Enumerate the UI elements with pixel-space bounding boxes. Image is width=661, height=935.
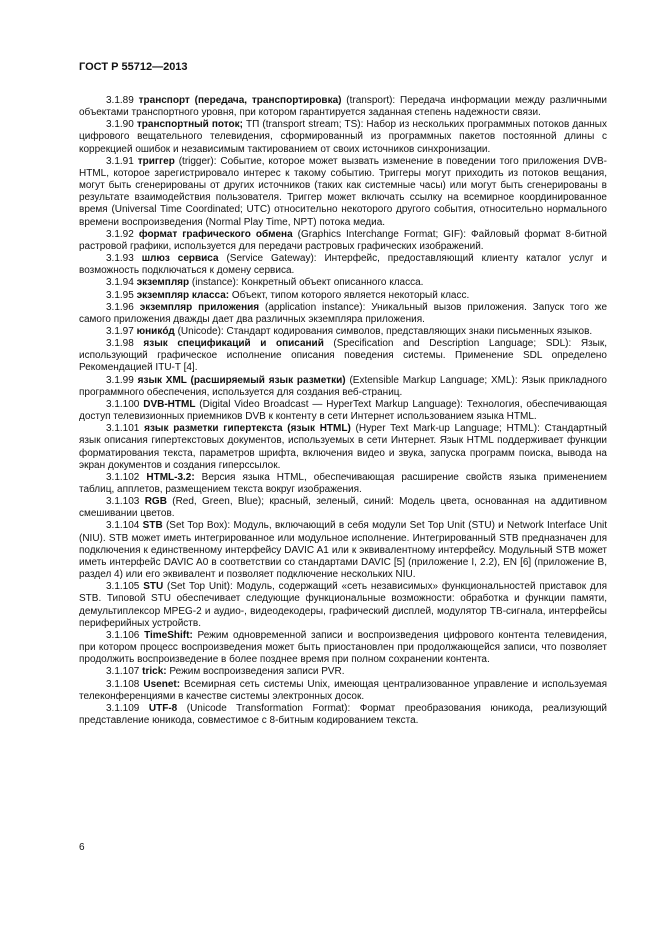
entry-text: (Red, Green, Blue); красный, зеленый, синий: Модель цвета, основанная на аддитивном смешивании цветов. xyxy=(79,496,608,520)
entry-text: (Set Top Box): Модуль, включающий в себя модули Set Top Unit (STU) и Network Interface Unit (NIU). STB может иметь интегрированное или модульное исполнение. Интегрированный STB предназначен для подключения к единственному интерфейсу DAVIC A1 или к эквивалентному интерфейсу. Модульный STB может иметь интерфейс DAVIC A0 в соответствии со стандартами DAVIC [5] (приложение I, 2.2), EN [6] (приложение B, раздел 4) или его эквивалент и позволяет подключение нескольких NIU. xyxy=(79,520,608,581)
entry-text: ТП (transport stream; TS): Набор из нескольких программных потоков данных цифрового вещательного телевидения, сформированный из программных пакетов постоянной длины с коррекцией ошибок и независимым тактированием от своих источников синхронизации. xyxy=(79,119,607,155)
definition-entry xyxy=(79,338,607,374)
entry-number: 3.1.107 xyxy=(106,666,140,678)
page-header-standard: ГОСТ Р 55712—2013 xyxy=(79,61,188,73)
entry-number: 3.1.92 xyxy=(106,228,134,240)
entry-text: Объект, типом которого является некоторый класс. xyxy=(229,289,470,301)
entry-number: 3.1.93 xyxy=(106,253,134,265)
entry-number: 3.1.103 xyxy=(106,496,140,508)
definition-entry xyxy=(79,472,607,496)
definition-entry xyxy=(79,253,607,277)
entry-term: DVB-HTML xyxy=(143,398,196,410)
entry-text: Версия языка HTML, обеспечивающая расширение свойств языка применением таблиц, апплетов, размещением текста вокруг изображения. xyxy=(79,471,608,495)
entry-term: TimeShift: xyxy=(144,629,193,641)
entry-term: экземпляр xyxy=(136,277,190,289)
entry-text: Всемирная сеть системы Unix, имеющая централизованное управление и используемая телеконференциями в качестве системы электронных досок. xyxy=(79,678,608,702)
entry-text: (Service Gateway): Интерфейс, предоставляющий клиенту каталог услуг и возможность подключаться к домену сервиса. xyxy=(79,253,608,277)
entry-number: 3.1.109 xyxy=(106,702,140,714)
entry-text: (Unicode): Стандарт кодирования символов, представляющих знаки письменных языков. xyxy=(174,325,593,337)
definition-entry xyxy=(79,156,607,229)
entry-number: 3.1.104 xyxy=(106,520,140,532)
entry-text: Режим одновременной записи и воспроизведения цифрового контента телевидения, при котором процесс воспроизведения может быть приостановлен при продолжающейся записи, что позволяет продолжить воспроизведение в более позднее время при полном сохранении контента. xyxy=(79,629,607,666)
entry-text: (Set Top Unit): Модуль, содержащий «сеть независимых» функциональностей приставок для STB. Типовой STU обеспечивает следующие функциональные возможности: обработка и функции памяти, демультиплексор MPEG-2 и аудио-, видеодекодеры, графический дисплей, модулятор ТВ-сигнала, интерфейсы периферийных устройств. xyxy=(79,581,607,629)
entry-term: язык спецификаций и описаний xyxy=(143,338,324,350)
entry-term: RGB xyxy=(144,496,167,508)
entry-term: шлюз сервиса xyxy=(141,253,219,265)
definition-entry xyxy=(79,496,607,520)
entry-number: 3.1.98 xyxy=(106,338,134,350)
definition-entry xyxy=(79,229,607,253)
entry-number: 3.1.90 xyxy=(106,119,134,131)
entry-number: 3.1.101 xyxy=(106,423,140,435)
definition-entry xyxy=(79,630,607,666)
definitions-list xyxy=(79,95,607,727)
entry-term: язык разметки гипертекста (язык HTML) xyxy=(144,423,351,435)
entry-text: (Extensible Markup Language; XML): Язык прикладного программного обеспечения, используется для создания веб-страниц. xyxy=(79,374,607,398)
definition-entry xyxy=(79,290,607,302)
entry-term: HTML-3.2: xyxy=(146,471,195,483)
entry-number: 3.1.94 xyxy=(106,277,134,289)
definition-entry xyxy=(79,277,607,289)
entry-term: STB xyxy=(142,520,163,532)
entry-text: (instance): Конкретный объект описанного класса. xyxy=(189,277,424,289)
entry-text: (Hyper Text Mark-up Language; HTML): Стандартный язык описания гипертекстовых документов, используемых в сети Интернет. Язык HTML поддерживает функции форматирования текста, параметров шрифта, включения видео и звука, запуска программ поиска, вывода на экран документов и создания гиперссылок. xyxy=(79,423,607,471)
entry-term: триггер xyxy=(137,155,175,167)
entry-text: (transport): Передача информации между различными объектами транспортного уровня, при котором гарантируется заданная степень надежности связи. xyxy=(79,95,608,119)
entry-text: (application instance): Уникальный вызов приложения. Запуск того же самого приложения дважды дает два различных экземпляра приложения. xyxy=(79,301,608,325)
definition-entry xyxy=(79,119,607,155)
entry-number: 3.1.99 xyxy=(106,374,134,386)
entry-number: 3.1.95 xyxy=(106,289,134,301)
definition-entry xyxy=(79,703,607,727)
definition-entry xyxy=(79,581,607,630)
entry-text: (Graphics Interchange Format; GIF): Файловый формат 8-битной растровой графики, используется для передачи растровых графических изображений. xyxy=(79,228,608,252)
entry-term: язык XML (расширяемый язык разметки) xyxy=(137,374,346,386)
entry-term: STU xyxy=(143,581,164,593)
entry-term: Usenet: xyxy=(143,678,181,690)
entry-text: (Specification and Description Language; SDL): Язык, использующий графическое исполнение описания поведения системы. Применение SDL определено Рекомендацией ITU-T [4]. xyxy=(79,338,608,374)
entry-number: 3.1.96 xyxy=(106,301,134,313)
entry-term: транспорт (передача, транспортировка) xyxy=(138,95,342,106)
definition-entry xyxy=(79,520,607,581)
definition-entry xyxy=(79,666,607,678)
entry-number: 3.1.106 xyxy=(106,629,140,641)
entry-text: (trigger): Событие, которое может вызвать изменение в поведении того приложения DVB-HTML, которое зарегистрировало интерес к такому событию. Триггеры могут приходить из потоков вещания, могут быть сгенерированы от других источников (таких как системные часы) или могут быть сгенерированы в результате взаимодействия пользователя. Триггер может включать ссылку на всемирное координированное время (Universal Time Coordinated; UTC) относительно некоторого другого события, относительно нормального времени воспроизведения (Normal Play Time, NPT) потока медиа. xyxy=(79,155,608,228)
definition-entry xyxy=(79,375,607,399)
definition-entry xyxy=(79,679,607,703)
entry-number: 3.1.91 xyxy=(106,155,134,167)
entry-text: (Unicode Transformation Format): Формат преобразования юникода, реализующий представление юникода, совместимое с 8-битным кодированием текста. xyxy=(79,702,608,726)
entry-number: 3.1.89 xyxy=(106,95,134,106)
entry-text: (Digital Video Broadcast — HyperText Markup Language): Технология, обеспечивающая доступ телевизионных приемников DVB к контенту в сети Интернет использованием языка HTML. xyxy=(79,398,607,423)
definition-entry xyxy=(79,326,607,338)
definition-entry xyxy=(79,423,607,472)
entry-number: 3.1.97 xyxy=(106,325,134,337)
entry-term: экземпляр приложения xyxy=(139,301,260,313)
definition-entry xyxy=(79,302,607,326)
entry-term: формат графического обмена xyxy=(138,228,293,240)
entry-term: trick: xyxy=(142,666,167,678)
entry-term: UTF-8 xyxy=(148,702,178,714)
entry-text: Режим воспроизведения записи PVR. xyxy=(166,666,345,678)
entry-number: 3.1.100 xyxy=(106,398,140,410)
definition-entry xyxy=(79,399,607,423)
page-number: 6 xyxy=(79,842,85,853)
entry-number: 3.1.102 xyxy=(106,471,140,483)
definition-entry xyxy=(79,95,607,119)
entry-term: юникóд xyxy=(136,325,175,337)
entry-term: транспортный поток; xyxy=(136,119,243,131)
entry-number: 3.1.108 xyxy=(106,678,140,690)
entry-term: экземпляр класса: xyxy=(136,289,230,301)
entry-number: 3.1.105 xyxy=(106,581,140,593)
